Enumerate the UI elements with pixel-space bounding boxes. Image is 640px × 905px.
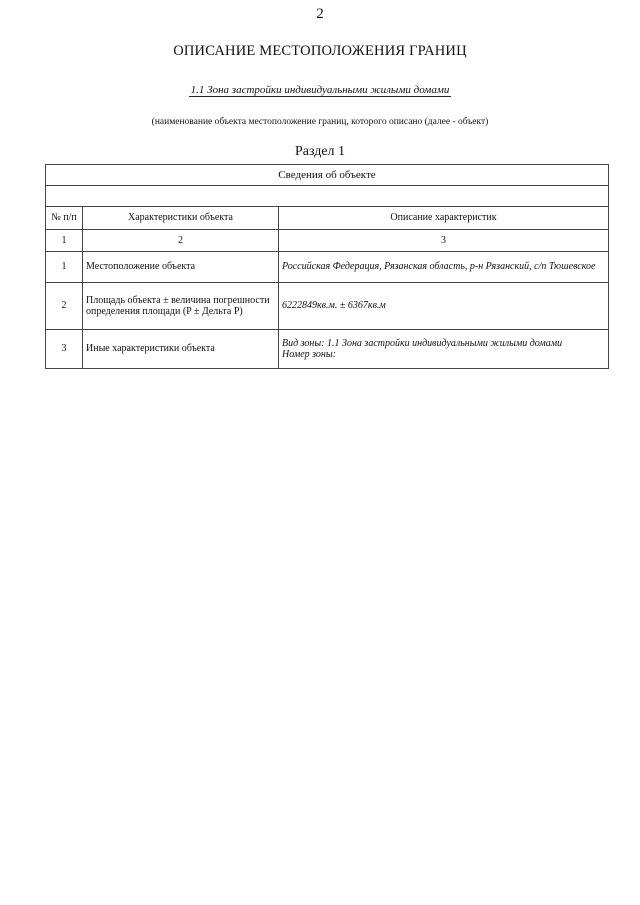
row-value xyxy=(279,283,609,330)
header-description: Описание характеристик xyxy=(279,207,609,230)
row-value-line: Номер зоны: xyxy=(282,349,336,360)
header-number: № п/п xyxy=(46,207,83,230)
header-characteristic: Характеристики объекта xyxy=(83,207,279,230)
page-number: 2 xyxy=(316,6,324,22)
table-caption: Сведения об объекте xyxy=(46,165,609,186)
object-name-text: 1.1 Зона застройки индивидуальными жилыми домами xyxy=(190,84,450,96)
row-value xyxy=(279,330,609,369)
row-number: 3 xyxy=(46,330,83,369)
row-value-line: 6222849кв.м. ± 6367кв.м xyxy=(282,300,386,312)
row-value-line: Вид зоны: 1.1 Зона застройки индивидуальными жилыми домами xyxy=(282,337,563,349)
section-title: Раздел 1 xyxy=(294,144,346,159)
row-characteristic: Площадь объекта ± величина погрешности определения площади (P ± Дельта P) xyxy=(83,283,279,330)
table-header-row xyxy=(46,207,609,230)
table-blank-row xyxy=(46,186,609,207)
table-row xyxy=(46,283,609,330)
column-number: 1 xyxy=(46,230,83,252)
row-value xyxy=(279,252,609,283)
table-row xyxy=(46,330,609,369)
object-name xyxy=(0,84,640,96)
object-caption: (наименование объекта местоположение границ, которого описано (далее - объект) xyxy=(151,117,489,127)
table-row xyxy=(46,252,609,283)
row-characteristic: Иные характеристики объекта xyxy=(83,330,279,369)
row-number: 2 xyxy=(46,283,83,330)
document-title: ОПИСАНИЕ МЕСТОПОЛОЖЕНИЯ ГРАНИЦ xyxy=(173,43,467,59)
object-info-table xyxy=(45,164,609,369)
row-number: 1 xyxy=(46,252,83,283)
column-number: 2 xyxy=(83,230,279,252)
column-number: 3 xyxy=(279,230,609,252)
row-value-line: Российская Федерация, Рязанская область, р-н Рязанский, с/п Тюшевское xyxy=(282,261,596,273)
column-number-row xyxy=(46,230,609,252)
row-characteristic: Местоположение объекта xyxy=(83,252,279,283)
